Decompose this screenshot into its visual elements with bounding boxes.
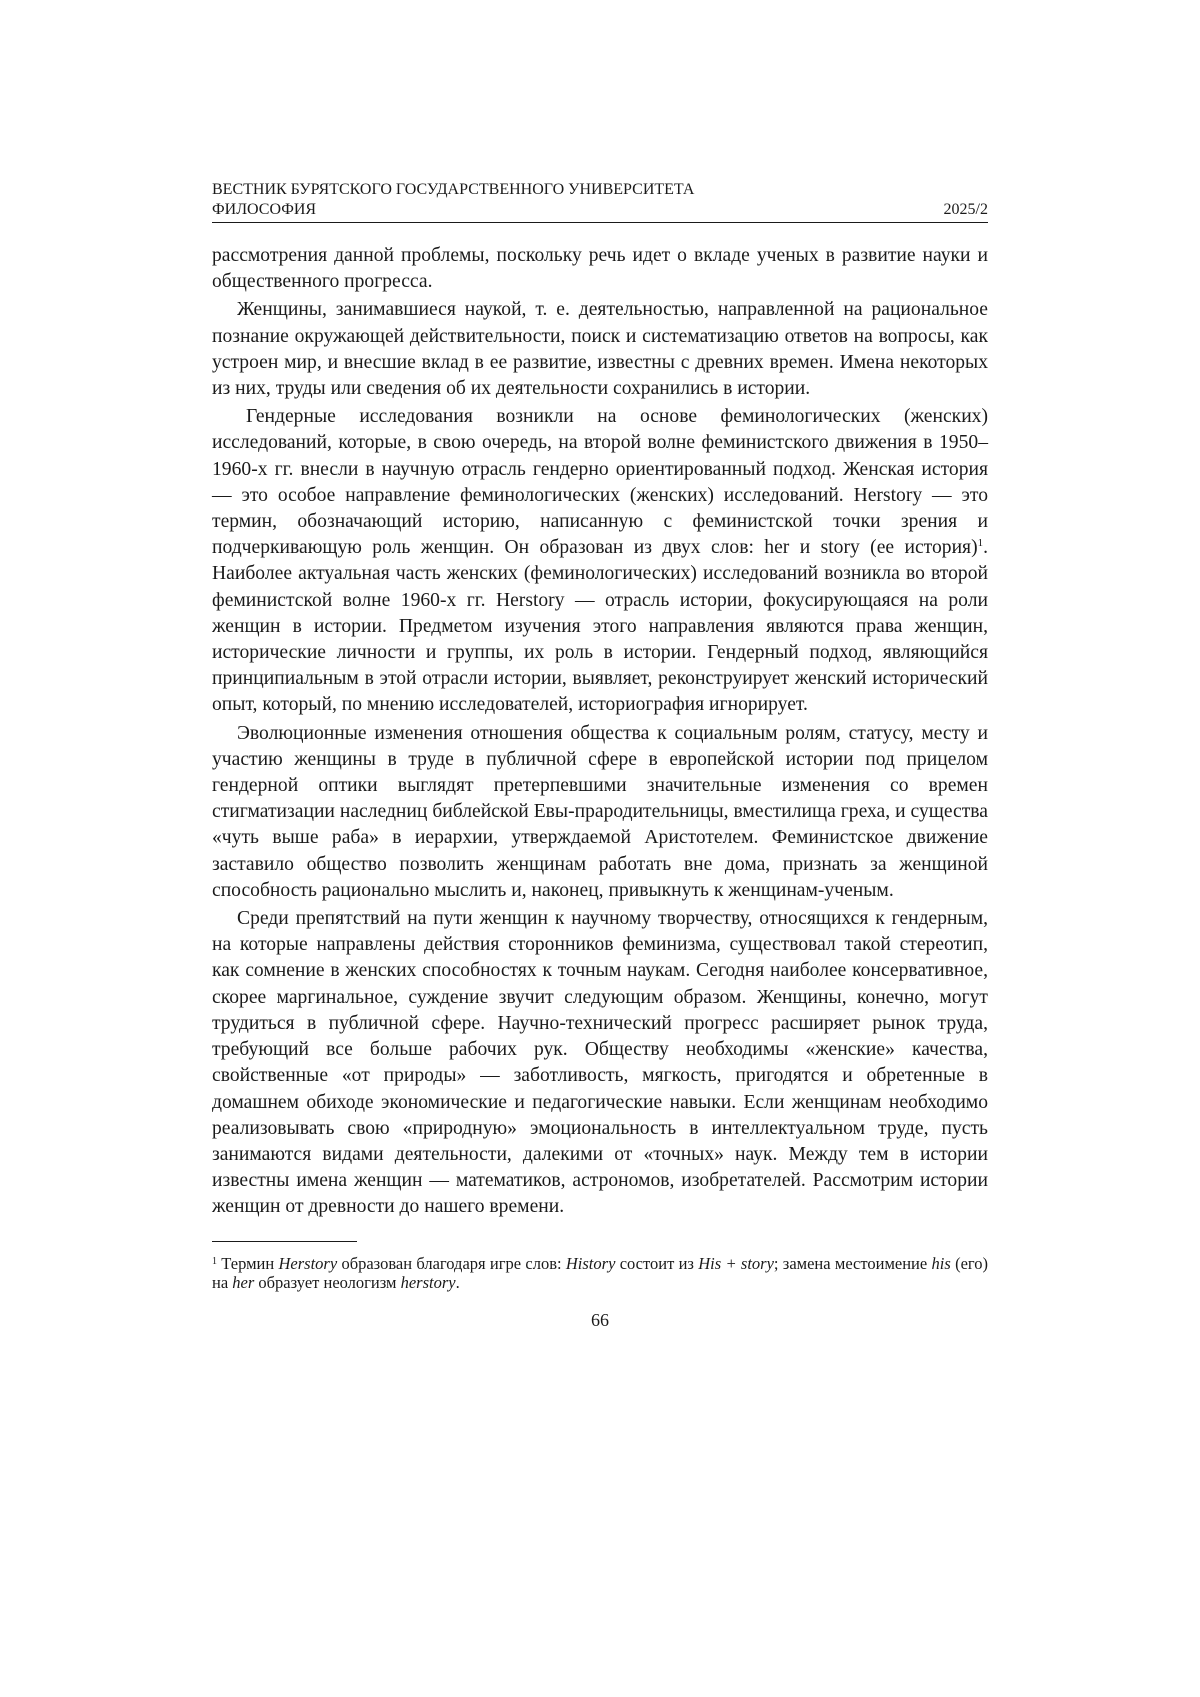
footnote-text: Термин	[217, 1254, 278, 1273]
running-head	[212, 180, 988, 223]
issue-number: 2025/2	[944, 200, 988, 220]
footnote-text: образует неологизм	[254, 1273, 400, 1292]
footnote	[212, 1254, 988, 1292]
footnote-text: состоит из	[615, 1254, 698, 1273]
footnote-text: образован благодаря игре слов:	[337, 1254, 566, 1273]
footnote-term: History	[566, 1254, 616, 1273]
paragraph-3	[212, 404, 988, 718]
paragraph-5: Среди препятствий на пути женщин к научному творчеству, относящихся к гендерным, на которые направлены действия сторонников феминизма, существовал такой стереотип, как сомнение в женских способностях к точным наукам. Сегодня наиболее консервативное, скорее маргинальное, суждение звучит следующим образом. Женщины, конечно, могут трудиться в публичной сфере. Научно-технический прогресс расширяет рынок труда, требующий все больше рабочих рук. Обществу необходимы «женские» качества, свойственные «от природы» — заботливость, мягкость, пригодятся и обретенные в домашнем обиходе экономические и педагогические навыки. Если женщинам необходимо реализовывать свою «природную» эмоциональность в интеллектуальном труде, пусть занимаются видами деятельности, далекими от «точных» наук. Между тем в истории известны имена женщин — математиков, астрономов, изобретателей. Рассмотрим истории женщин от древности до нашего времени.	[212, 906, 988, 1220]
footnote-term: His + story	[698, 1254, 774, 1273]
footnote-text: ; замена местоимение	[774, 1254, 932, 1273]
footnote-term: herstory	[401, 1273, 456, 1292]
footnote-term: her	[232, 1273, 254, 1292]
footnote-text: .	[456, 1273, 460, 1292]
footnote-reference: 1	[978, 537, 984, 549]
paragraph-2: Женщины, занимавшиеся наукой, т. е. деятельностью, направленной на рациональное познание окружающей действительности, поиск и систематизацию ответов на вопросы, как устроен мир, и внесшие вклад в ее развитие, известны с древних времен. Имена некоторых из них, труды или сведения об их деятельности сохранились в истории.	[212, 297, 988, 402]
footnote-term: Herstory	[278, 1254, 337, 1273]
footnote-text: (его) на	[212, 1254, 988, 1292]
section-title: ФИЛОСОФИЯ	[212, 200, 316, 220]
page-number: 66	[212, 1310, 988, 1331]
journal-title: ВЕСТНИК БУРЯТСКОГО ГОСУДАРСТВЕННОГО УНИВЕРСИТЕТА	[212, 180, 988, 200]
footnote-term: his	[932, 1254, 951, 1273]
running-head-row	[212, 200, 988, 220]
footnote-number: 1	[212, 1256, 217, 1267]
footnote-rule	[212, 1241, 357, 1242]
paragraph-3-part-b: . Наиболее актуальная часть женских (феминологических) исследований возникла во второй феминистской волне 1960-х гг. Herstory — отрасль истории, фокусирующаяся на роли женщин в истории. Предметом изучения этого направления являются права женщин, исторические личности и группы, их роль в истории. Гендерный подход, являющийся принципиальным в этой отрасли истории, выявляет, реконструирует женский исторический опыт, который, по мнению исследователей, историография игнорирует.	[212, 537, 988, 715]
main-text	[212, 243, 988, 1221]
paragraph-1: рассмотрения данной проблемы, поскольку речь идет о вкладе ученых в развитие науки и общественного прогресса.	[212, 243, 988, 295]
paragraph-3-part-a: Гендерные исследования возникли на основе феминологических (женских) исследований, которые, в свою очередь, на второй волне феминистского движения в 1950–1960-х гг. внесли в научную отрасль гендерно ориентированный подход. Женская история — это особое направление феминологических (женских) исследований. Herstory — это термин, обозначающий историю, написанную с феминистской точки зрения и подчеркивающую роль женщин. Он образован из двух слов: her и story (ее история)	[212, 406, 988, 558]
document-page	[212, 180, 988, 1331]
paragraph-4: Эволюционные изменения отношения общества к социальным ролям, статусу, месту и участию женщины в труде в публичной сфере в европейской истории под прицелом гендерной оптики выглядят претерпевшими значительные изменения со времен стигматизации наследниц библейской Евы-прародительницы, вместилища греха, и существа «чуть выше раба» в иерархии, утверждаемой Аристотелем. Феминистское движение заставило общество позволить женщинам работать вне дома, признать за женщиной способность рационально мыслить и, наконец, привыкнуть к женщинам-ученым.	[212, 721, 988, 904]
